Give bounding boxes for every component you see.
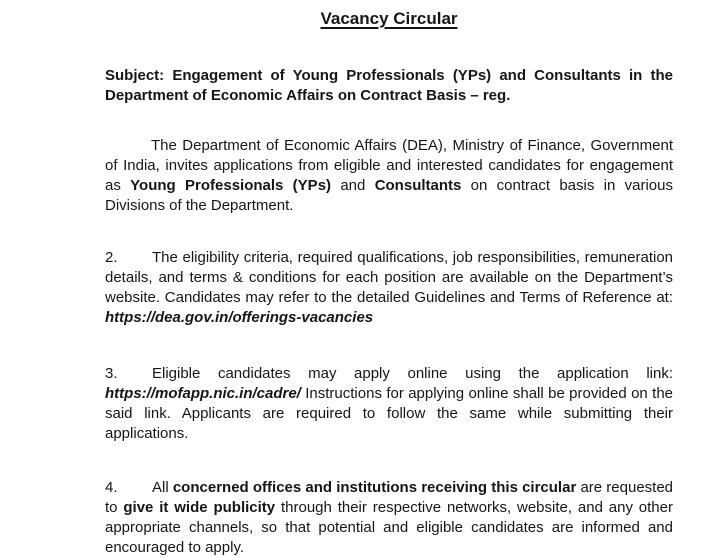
text-segment-bold-concerned-offices: concerned offices and institutions receiving this circular — [172, 479, 577, 496]
subject-line: Subject: Engagement of Young Professionals (YPs) and Consultants in the Department of Economic Affairs on Contract Basis – reg. — [105, 67, 673, 104]
text-segment-bold-wide-publicity: give it wide publicity — [123, 499, 276, 516]
paragraph-2 — [105, 248, 673, 328]
text-segment: through their respective networks, website, and any other appropriate channels, so that potential and eligible candidates are informed and encouraged to apply. — [105, 499, 673, 556]
paragraph-number: 3. — [105, 365, 118, 382]
paragraph-3 — [105, 364, 673, 444]
text-segment: are requested to — [105, 479, 674, 516]
document-title: Vacancy Circular — [320, 9, 458, 28]
text-segment: and — [331, 177, 375, 194]
paragraph-4 — [105, 478, 673, 558]
text-segment: on contract basis in various Divisions of the Department. — [105, 177, 673, 214]
text-segment: The Department of Economic Affairs (DEA), Ministry of Finance, Government of India, invites applications from eligible and interested candidates for engagement as — [105, 137, 673, 194]
text-segment: Eligible candidates may apply online using the application link: — [152, 365, 673, 382]
text-segment: All — [152, 479, 173, 496]
text-segment-bold-young-professionals: Young Professionals (YPs) — [130, 177, 332, 194]
url-mofapp-cadre: https://mofapp.nic.in/cadre/ — [105, 385, 301, 402]
text-segment: Instructions for applying online shall be provided on the said link. Applicants are required to follow the same while submitting their applications. — [105, 385, 673, 442]
text-segment: The eligibility criteria, required qualifications, job responsibilities, remuneration details, and terms & conditions for each position are available on the Department’s website. Candidates may refer to the detailed Guidelines and Terms of Reference at: — [105, 249, 673, 306]
paragraph-number: 2. — [105, 249, 118, 266]
paragraph-intro — [105, 136, 673, 216]
text-segment-bold-consultants: Consultants — [374, 177, 462, 194]
paragraph-number: 4. — [105, 479, 118, 496]
url-dea-offerings-vacancies: https://dea.gov.in/offerings-vacancies — [105, 309, 374, 326]
